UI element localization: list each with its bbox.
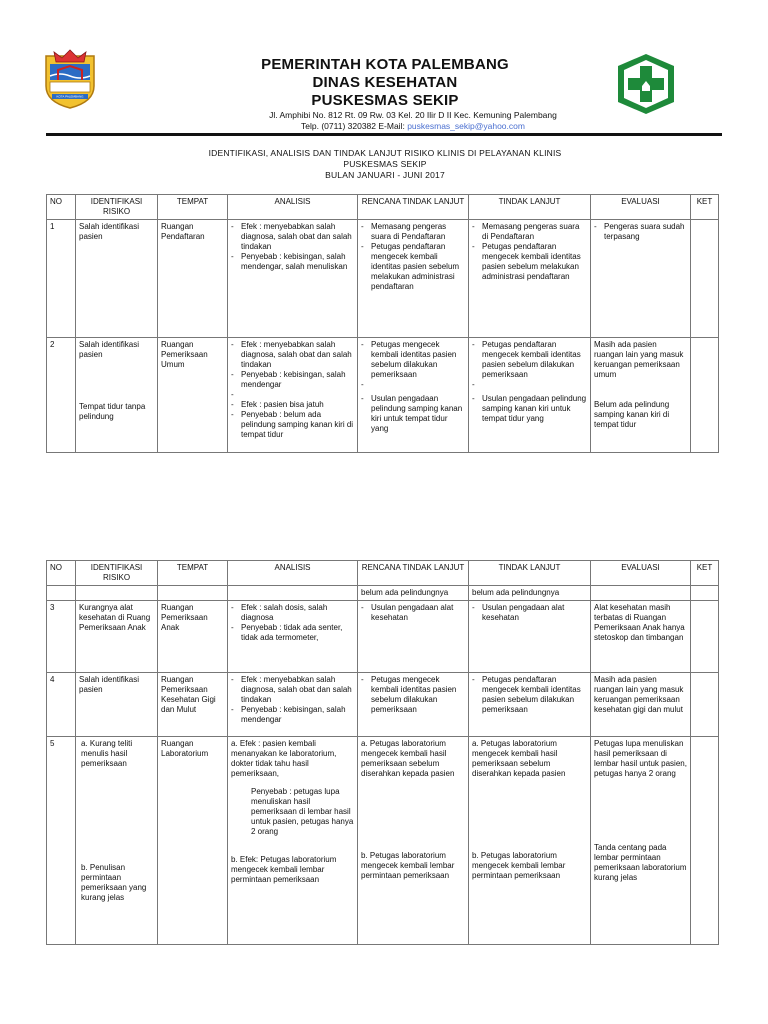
col-rencana: RENCANA TINDAK LANJUT — [358, 195, 469, 220]
row-followup — [469, 220, 591, 338]
analysis-item: - Efek : pasien bisa jatuh — [231, 400, 354, 410]
govt-name: PEMERINTAH KOTA PALEMBANG — [261, 56, 509, 73]
followup-item: b. Petugas laboratorium mengecek kembali lembar permintaan pemeriksaan — [472, 851, 566, 880]
plan-item: - Petugas mengecek kembali identitas pasien sebelum dilakukan pemeriksaan — [361, 675, 465, 715]
row-ket — [691, 601, 719, 673]
followup-item: - Usulan pengadaan alat kesehatan — [472, 603, 587, 623]
plan-item: - Petugas mengecek kembali identitas pasien sebelum dilakukan pemeriksaan — [361, 340, 465, 380]
table-row-continued — [47, 586, 719, 601]
row-evaluation — [591, 338, 691, 453]
followup-item: - Usulan pengadaan pelindung samping kanan kiri untuk tempat tidur yang — [472, 394, 587, 424]
row-place: Ruangan Pemeriksaan Kesehatan Gigi dan Mulut — [158, 673, 228, 737]
col-no: NO — [47, 561, 76, 586]
analysis-item: Penyebab : petugas lupa menuliskan hasil pemeriksaan di lembar hasil untuk pasien, petugas hanya 2 orang — [251, 787, 354, 836]
row-place: Ruangan Pemeriksaan Anak — [158, 601, 228, 673]
col-identifikasi: IDENTIFIKASI RISIKO — [76, 561, 158, 586]
row-risk — [76, 338, 158, 453]
plan-item: - Usulan pengadaan pelindung samping kanan kiri untuk tempat tidur yang — [361, 394, 465, 434]
risk-item: a. Kurang teliti menulis hasil pemeriksaan — [81, 739, 133, 768]
row-evaluation — [591, 220, 691, 338]
row-ket — [691, 737, 719, 945]
col-rencana: RENCANA TINDAK LANJUT — [358, 561, 469, 586]
analysis-item: - Efek : salah dosis, salah diagnosa — [231, 603, 354, 623]
dept-name: DINAS KESEHATAN — [312, 74, 458, 91]
row-no: 1 — [47, 220, 76, 338]
row-no: 3 — [47, 601, 76, 673]
header-divider — [46, 133, 722, 136]
plan-item: - Usulan pengadaan alat kesehatan — [361, 603, 465, 623]
row-analysis — [228, 673, 358, 737]
row-plan — [358, 338, 469, 453]
col-tindak: TINDAK LANJUT — [469, 195, 591, 220]
table-row — [47, 601, 719, 673]
row-place: Ruangan Pendaftaran — [158, 220, 228, 338]
row-place: Ruangan Laboratorium — [158, 737, 228, 945]
row-evaluation: Masih ada pasien ruangan lain yang masuk keruangan pemeriksaan kesehatan gigi dan mulut — [591, 673, 691, 737]
col-ket: KET — [691, 195, 719, 220]
row-analysis — [228, 220, 358, 338]
palembang-city-logo — [40, 46, 100, 110]
analysis-item: a. Efek : pasien kembali menanyakan ke laboratorium, dokter tidak tahu hasil pemeriksaan, — [231, 739, 337, 778]
letterhead — [200, 56, 570, 110]
plan-item: - Memasang pengeras suara di Pendaftaran — [361, 222, 465, 242]
address-line: Jl. Amphibi No. 812 Rt. 09 Rw. 03 Kel. 20 Ilir D II Kec. Kemuning Palembang — [269, 110, 557, 120]
row-followup — [469, 338, 591, 453]
row-no: 4 — [47, 673, 76, 737]
analysis-item: - Penyebab : tidak ada senter, tidak ada termometer, — [231, 623, 354, 643]
plan-item: - Petugas pendaftaran mengecek kembali identitas pasien sebelum melakukan administrasi pendaftaran — [361, 242, 465, 292]
col-ket: KET — [691, 561, 719, 586]
row-no: 5 — [47, 737, 76, 945]
risk-table-2 — [46, 560, 719, 945]
analysis-item: - Efek : menyebabkan salah diagnosa, salah obat dan salah tindakan — [231, 222, 354, 252]
logo-left-label: KOTA PALEMBANG — [56, 94, 84, 99]
row-risk — [76, 737, 158, 945]
row-followup — [469, 737, 591, 945]
analysis-item: - Penyebab : kebisingan, salah mendengar — [231, 370, 354, 390]
row-place: Ruangan Pemeriksaan Umum — [158, 338, 228, 453]
col-tempat: TEMPAT — [158, 195, 228, 220]
row-followup — [469, 601, 591, 673]
clinic-name: PUSKESMAS SEKIP — [311, 92, 459, 109]
plan-item: b. Petugas laboratorium mengecek kembali lembar permintaan pemeriksaan — [361, 851, 455, 880]
row-analysis — [228, 338, 358, 453]
col-analisis: ANALISIS — [228, 561, 358, 586]
row-plan — [358, 220, 469, 338]
evaluation-item: - Pengeras suara sudah terpasang — [594, 222, 687, 242]
analysis-item: - Penyebab : kebisingan, salah mendengar — [231, 705, 354, 725]
analysis-item: - Efek : menyebabkan salah diagnosa, salah obat dan salah tindakan — [231, 340, 354, 370]
row-ket — [691, 673, 719, 737]
phone-label: Telp. (0711) 320382 E-Mail: — [301, 121, 408, 131]
risk-item: Tempat tidur tanpa pelindung — [79, 402, 146, 421]
risk-table-1 — [46, 194, 719, 453]
title-line-1: IDENTIFIKASI, ANALISIS DAN TINDAK LANJUT RISIKO KLINIS DI PELAYANAN KLINIS — [208, 148, 562, 158]
col-analisis: ANALISIS — [228, 195, 358, 220]
row-ket — [691, 220, 719, 338]
analysis-item: b. Efek: Petugas laboratorium mengecek kembali lembar permintaan pemeriksaan — [231, 855, 337, 884]
row-ket — [691, 338, 719, 453]
evaluation-item: Belum ada pelindung samping kanan kiri di tempat tidur — [594, 400, 670, 429]
contact-line — [208, 121, 618, 132]
followup-item: a. Petugas laboratorium mengecek kembali hasil pemeriksaan sebelum diserahkan kepada pasien — [472, 739, 566, 778]
col-identifikasi: IDENTIFIKASI RISIKO — [76, 195, 158, 220]
evaluation-item: Tanda centang pada lembar permintaan pemeriksaan laboratorium kurang jelas — [594, 843, 687, 882]
followup-item: - Petugas pendaftaran mengecek kembali identitas pasien sebelum dilakukan pemeriksaan — [472, 675, 587, 715]
followup-item: - Memasang pengeras suara di Pendaftaran — [472, 222, 587, 242]
table-row — [47, 220, 719, 338]
plan-item: a. Petugas laboratorium mengecek kembali hasil pemeriksaan sebelum diserahkan kepada pasien — [361, 739, 455, 778]
row-followup — [469, 673, 591, 737]
row-risk: Kurangnya alat kesehatan di Ruang Pemeriksaan Anak — [76, 601, 158, 673]
followup-item: - Petugas pendaftaran mengecek kembali identitas pasien sebelum melakukan administrasi pendaftaran — [472, 242, 587, 282]
table-row — [47, 737, 719, 945]
row-risk: Salah identifikasi pasien — [76, 220, 158, 338]
evaluation-item: Masih ada pasien ruangan lain yang masuk keruangan pemeriksaan umum — [594, 340, 684, 379]
document-title — [120, 148, 650, 181]
col-tempat: TEMPAT — [158, 561, 228, 586]
row-evaluation — [591, 737, 691, 945]
address-block — [208, 110, 618, 132]
row-plan: belum ada pelindungnya — [358, 586, 469, 601]
row-risk: Salah identifikasi pasien — [76, 673, 158, 737]
evaluation-item: Petugas lupa menuliskan hasil pemeriksaan di lembar hasil untuk pasien, petugas hanya 2 orang — [594, 739, 687, 778]
table-header-row — [47, 195, 719, 220]
row-plan — [358, 673, 469, 737]
row-no: 2 — [47, 338, 76, 453]
col-no: NO — [47, 195, 76, 220]
row-plan — [358, 737, 469, 945]
risk-item: Salah identifikasi pasien — [79, 340, 140, 359]
title-line-3: BULAN JANUARI - JUNI 2017 — [325, 170, 445, 180]
title-line-2: PUSKESMAS SEKIP — [343, 159, 427, 169]
col-evaluasi: EVALUASI — [591, 561, 691, 586]
col-tindak: TINDAK LANJUT — [469, 561, 591, 586]
followup-item: - Petugas pendaftaran mengecek kembali identitas pasien sebelum dilakukan pemeriksaan — [472, 340, 587, 380]
risk-item: b. Penulisan permintaan pemeriksaan yang kurang jelas — [81, 863, 147, 902]
row-analysis — [228, 601, 358, 673]
row-evaluation: Alat kesehatan masih terbatas di Ruangan Pemeriksaan Anak hanya stetoskop dan timbangan — [591, 601, 691, 673]
col-evaluasi: EVALUASI — [591, 195, 691, 220]
email-link[interactable]: puskesmas_sekip@yahoo.com — [407, 121, 525, 131]
analysis-item: - Penyebab : belum ada pelindung samping kanan kiri di tempat tidur — [231, 410, 354, 440]
table-row — [47, 338, 719, 453]
table-row — [47, 673, 719, 737]
row-analysis — [228, 737, 358, 945]
puskesmas-cross-logo — [612, 52, 680, 116]
table-header-row — [47, 561, 719, 586]
row-plan — [358, 601, 469, 673]
analysis-item: - Penyebab : kebisingan, salah mendengar, salah menuliskan — [231, 252, 354, 272]
row-followup: belum ada pelindungnya — [469, 586, 591, 601]
analysis-item: - Efek : menyebabkan salah diagnosa, salah obat dan salah tindakan — [231, 675, 354, 705]
